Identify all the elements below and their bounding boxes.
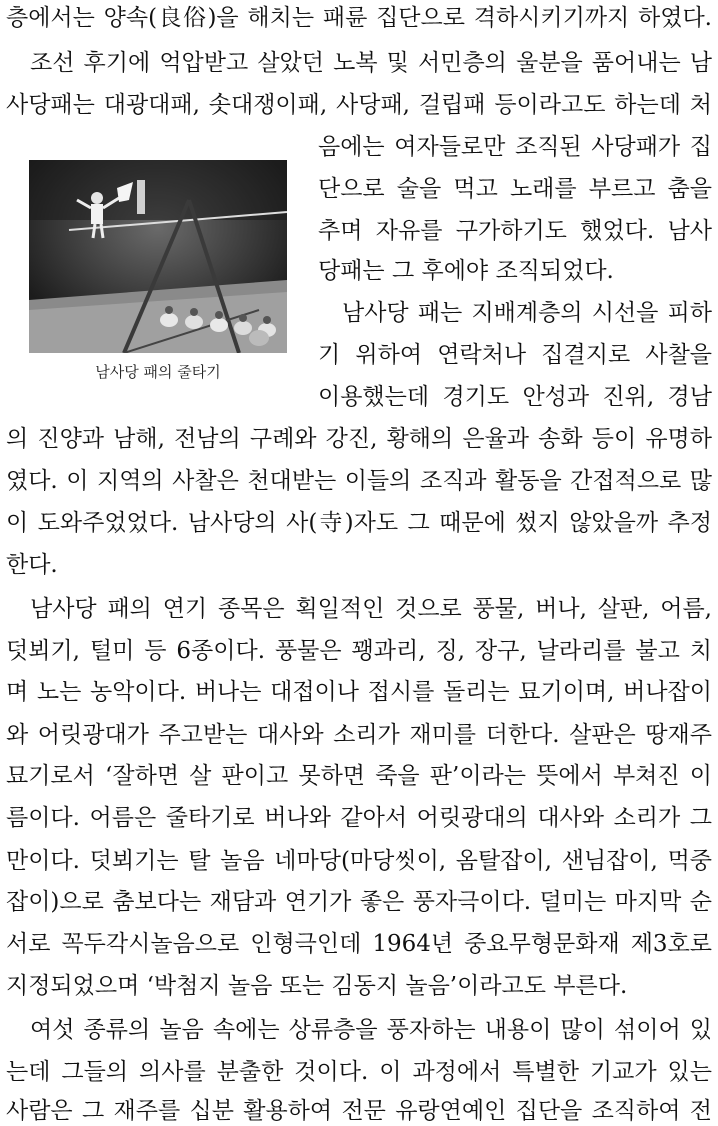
paragraph-line: 단으로 술을 먹고 노래를 부르고 춤을 [318,176,712,202]
paragraph-line: 남사당 패는 지배계층의 시선을 피하 [342,300,712,326]
figure-caption: 남사당 패의 줄타기 [95,363,221,381]
paragraph-line: 기 위하여 연락처나 집결지로 사찰을 [318,342,712,368]
paragraph-line: 음에는 여자들로만 조직된 사당패가 집 [318,134,712,160]
paragraph-line: 사람은 그 재주를 십분 활용하여 전문 유랑연예인 집단을 조직하여 전 [6,1098,712,1124]
tightrope-photo [29,160,287,353]
paragraph-line: 이 도와주었었다. 남사당의 사(寺)자도 그 때문에 썼지 않았을까 추정 [6,510,712,536]
paragraph-line: 의 진양과 남해, 전남의 구례와 강진, 황해의 은율과 송화 등이 유명하 [6,426,712,452]
paragraph-line: 층에서는 양속(良俗)을 해치는 패륜 집단으로 격하시키기까지 하였다. [6,5,712,31]
paragraph-line: 추며 자유를 구가하기도 했었다. 남사 [318,218,712,244]
paragraph-line: 는데 그들의 의사를 분출한 것이다. 이 과정에서 특별한 기교가 있는 [6,1059,712,1085]
paragraph-line: 여섯 종류의 놀음 속에는 상류층을 풍자하는 내용이 많이 섞이어 있 [30,1017,712,1043]
paragraph-line: 름이다. 어름은 줄타기로 버나와 같아서 어릿광대의 대사와 소리가 그 [6,805,712,831]
paragraph-line: 이용했는데 경기도 안성과 진위, 경남 [318,384,712,410]
paragraph-line: 잡이)으로 춤보다는 재담과 연기가 좋은 풍자극이다. 덜미는 마지막 순 [6,889,712,915]
paragraph-line: 서로 꼭두각시놀음으로 인형극인데 1964년 중요무형문화재 제3호로 [6,931,712,957]
paragraph-line: 남사당 패의 연기 종목은 획일적인 것으로 풍물, 버나, 살판, 어름, [30,596,712,622]
paragraph-line: 만이다. 덧뵈기는 탈 놀음 네마당(마당씻이, 옴탈잡이, 샌님잡이, 먹중 [6,848,712,874]
paragraph-line: 사당패는 대광대패, 솟대쟁이패, 사당패, 걸립패 등이라고도 하는데 처 [6,92,712,118]
paragraph-line: 당패는 그 후에야 조직되었다. [318,258,614,284]
paragraph-line: 한다. [6,552,58,578]
paragraph-line: 였다. 이 지역의 사찰은 천대받는 이들의 조직과 활동을 간접적으로 많 [6,468,712,494]
paragraph-line: 조선 후기에 억압받고 살았던 노복 및 서민층의 울분을 품어내는 남 [30,50,712,76]
paragraph-line: 지정되었으며 ‘박첨지 놀음 또는 김동지 놀음’이라고도 부른다. [6,973,628,999]
paragraph-line: 며 노는 농악이다. 버나는 대접이나 접시를 돌리는 묘기이며, 버나잡이 [6,679,712,705]
paragraph-line: 덧뵈기, 털미 등 6종이다. 풍물은 꽹과리, 징, 장구, 날라리를 불고 치 [6,638,712,664]
paragraph-line: 묘기로서 ‘잘하면 살 판이고 못하면 죽을 판’이라는 뜻에서 부쳐진 이 [6,763,712,789]
paragraph-line: 와 어릿광대가 주고받는 대사와 소리가 재미를 더한다. 살판은 땅재주 [6,722,712,748]
